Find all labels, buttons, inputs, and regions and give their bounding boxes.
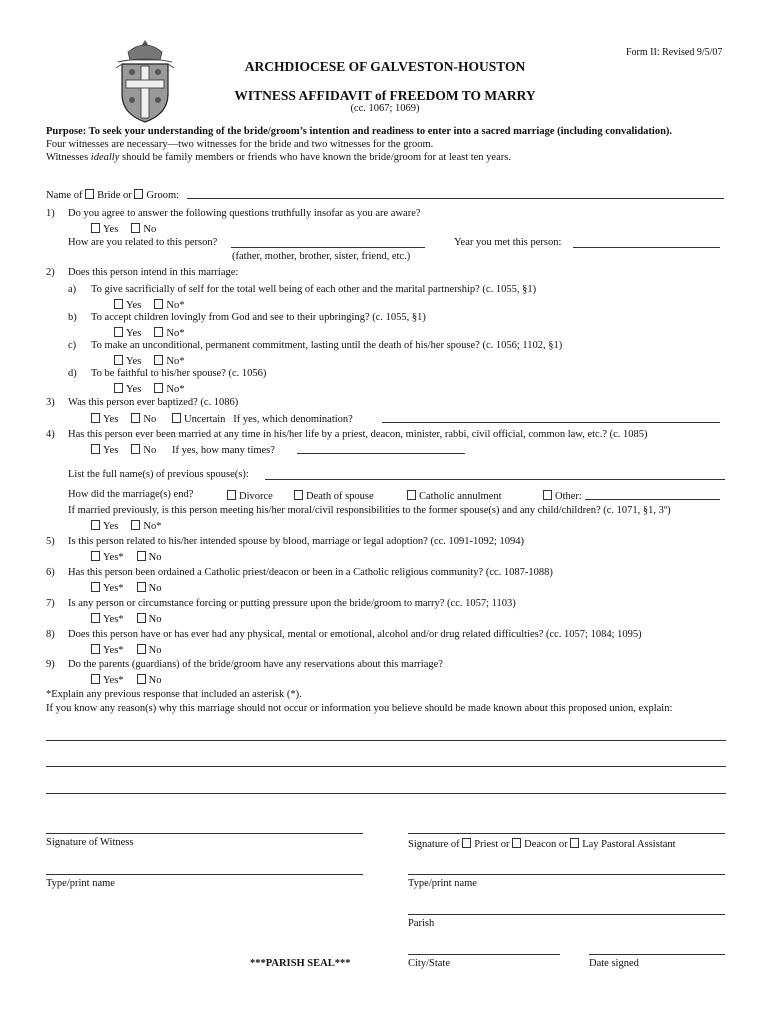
- annulment-checkbox[interactable]: [407, 490, 416, 500]
- q3-uncertain-checkbox[interactable]: [172, 413, 181, 423]
- end-divorce-option: Divorce: [227, 490, 273, 503]
- witness-name-label: Type/print name: [46, 878, 115, 889]
- q3-number: 3): [46, 397, 55, 408]
- q4-number: 4): [46, 429, 55, 440]
- year-met-label: Year you met this person:: [454, 237, 562, 248]
- other-field[interactable]: [585, 499, 720, 500]
- relation-hint: (father, mother, brother, sister, friend, etc.): [232, 251, 411, 262]
- q2a-options: Yes No*: [114, 299, 185, 312]
- q2b-options: Yes No*: [114, 327, 185, 340]
- q2d-options: Yes No*: [114, 383, 185, 396]
- q8-text: Does this person have or has ever had any physical, mental or emotional, alcohol and/or drug related difficulties? (cc. 1057; 1084; 1095): [68, 629, 642, 640]
- responsibilities-options: Yes No*: [91, 520, 162, 533]
- witness-ideal-text: Witnesses ideally should be family members or friends who have known the bride/groom for at least ten years.: [46, 152, 511, 163]
- q9-no-checkbox[interactable]: [137, 674, 146, 684]
- q5-text: Is this person related to his/her intended spouse by blood, marriage or legal adoption? (cc. 1091-1092; 1094): [68, 536, 525, 547]
- q6-number: 6): [46, 567, 55, 578]
- parish-label: Parish: [408, 918, 435, 929]
- org-title: ARCHDIOCESE OF GALVESTON-HOUSTON: [244, 59, 526, 74]
- q2a-number: a): [68, 284, 77, 295]
- q7-text: Is any person or circumstance forcing or putting pressure upon the bride/groom to marry? (cc. 1057; 1103): [68, 598, 516, 609]
- q4-text: Has this person ever been married at any time in his/her life by a priest, deacon, minister, rabbi, civil official, common law, etc.? (c. 1085): [68, 429, 648, 440]
- q4-no-checkbox[interactable]: [131, 444, 140, 454]
- officiant-signature-field[interactable]: [408, 833, 725, 834]
- q5-no-checkbox[interactable]: [137, 551, 146, 561]
- q7-options: Yes* No: [91, 613, 162, 626]
- purpose-text: Purpose: To seek your understanding of the bride/groom’s intention and readiness to enter into a sacred marriage (including convalidation).: [46, 126, 673, 137]
- spouses-label: List the full name(s) of previous spouse(s):: [68, 469, 249, 480]
- q7-yes-checkbox[interactable]: [91, 613, 100, 623]
- q2c-number: c): [68, 340, 77, 351]
- marriage-end-label: How did the marriage(s) end?: [68, 489, 194, 500]
- resp-no-checkbox[interactable]: [131, 520, 140, 530]
- q3-yes-checkbox[interactable]: [91, 413, 100, 423]
- q2d-text: To be faithful to his/her spouse? (c. 1056): [91, 368, 267, 379]
- q2-text: Does this person intend in this marriage:: [68, 267, 239, 278]
- officiant-name-label: Type/print name: [408, 878, 477, 889]
- archdiocese-crest-logo: [110, 34, 180, 124]
- q7-no-checkbox[interactable]: [137, 613, 146, 623]
- explain-line-2[interactable]: [46, 766, 726, 767]
- q6-yes-checkbox[interactable]: [91, 582, 100, 592]
- priest-checkbox[interactable]: [462, 838, 471, 848]
- explain-line-1[interactable]: [46, 740, 726, 741]
- spouses-field[interactable]: [265, 479, 725, 480]
- witness-signature-label: Signature of Witness: [46, 837, 134, 848]
- q2a-no-checkbox[interactable]: [154, 299, 163, 309]
- name-field[interactable]: [187, 198, 724, 199]
- q6-options: Yes* No: [91, 582, 162, 595]
- parish-field[interactable]: [408, 914, 725, 915]
- q5-options: Yes* No: [91, 551, 162, 564]
- q5-yes-checkbox[interactable]: [91, 551, 100, 561]
- relation-label: How are you related to this person?: [68, 237, 218, 248]
- q1-number: 1): [46, 208, 55, 219]
- q1-yes-checkbox[interactable]: [91, 223, 100, 233]
- city-state-label: City/State: [408, 958, 450, 969]
- q2b-yes-checkbox[interactable]: [114, 327, 123, 337]
- death-checkbox[interactable]: [294, 490, 303, 500]
- q2-number: 2): [46, 267, 55, 278]
- q2d-no-checkbox[interactable]: [154, 383, 163, 393]
- q9-number: 9): [46, 659, 55, 670]
- q2c-yes-checkbox[interactable]: [114, 355, 123, 365]
- asterisk-note: *Explain any previous response that included an asterisk (*).: [46, 689, 302, 700]
- witness-count-text: Four witnesses are necessary—two witnesses for the bride and two witnesses for the groom.: [46, 139, 434, 150]
- q2a-text: To give sacrificially of self for the total well being of each other and the marital partnership? (c. 1055, §1): [91, 284, 537, 295]
- q2b-number: b): [68, 312, 77, 323]
- q7-number: 7): [46, 598, 55, 609]
- q4-options: Yes No If yes, how many times?: [91, 444, 275, 457]
- city-state-field[interactable]: [408, 954, 560, 955]
- q1-no-checkbox[interactable]: [131, 223, 140, 233]
- witness-signature-field[interactable]: [46, 833, 363, 834]
- q1-text: Do you agree to answer the following questions truthfully insofar as you are aware?: [68, 208, 421, 219]
- other-checkbox[interactable]: [543, 490, 552, 500]
- resp-yes-checkbox[interactable]: [91, 520, 100, 530]
- canon-reference: (cc. 1067; 1069): [350, 103, 420, 114]
- q2c-text: To make an unconditional, permanent commitment, lasting until the death of his/her spouse? (c. 1056; 1102, §1): [91, 340, 563, 351]
- parish-seal-label: ***PARISH SEAL***: [250, 958, 351, 969]
- form-title: WITNESS AFFIDAVIT of FREEDOM TO MARRY: [234, 88, 536, 103]
- q2d-yes-checkbox[interactable]: [114, 383, 123, 393]
- reasons-prompt: If you know any reason(s) why this marriage should not occur or information you believe should be made known about this proposed union, explain:: [46, 703, 673, 714]
- q8-yes-checkbox[interactable]: [91, 644, 100, 654]
- officiant-name-field[interactable]: [408, 874, 725, 875]
- q8-number: 8): [46, 629, 55, 640]
- q2b-no-checkbox[interactable]: [154, 327, 163, 337]
- q8-options: Yes* No: [91, 644, 162, 657]
- officiant-signature-label: Signature of Priest or Deacon or Lay Pastoral Assistant: [408, 839, 676, 850]
- date-signed-label: Date signed: [589, 958, 639, 969]
- q2a-yes-checkbox[interactable]: [114, 299, 123, 309]
- witness-name-field[interactable]: [46, 874, 363, 875]
- q9-options: Yes* No: [91, 674, 162, 687]
- q6-no-checkbox[interactable]: [137, 582, 146, 592]
- q2c-options: Yes No*: [114, 355, 185, 368]
- q1-options: Yes No: [91, 223, 156, 236]
- form-revision: Form II: Revised 9/5/07: [626, 47, 723, 58]
- times-married-field[interactable]: [297, 453, 465, 454]
- year-met-field[interactable]: [573, 247, 720, 248]
- q3-text: Was this person ever baptized? (c. 1086): [68, 397, 239, 408]
- date-signed-field[interactable]: [589, 954, 725, 955]
- q3-no-checkbox[interactable]: [131, 413, 140, 423]
- divorce-checkbox[interactable]: [227, 490, 236, 500]
- responsibilities-text: If married previously, is this person meeting his/her moral/civil responsibilities to the former spouse(s) and any child/children? (c. 1071, §1, 3º): [68, 505, 671, 516]
- q4-yes-checkbox[interactable]: [91, 444, 100, 454]
- end-death-option: Death of spouse: [294, 490, 374, 503]
- relation-field[interactable]: [231, 247, 425, 248]
- q6-text: Has this person been ordained a Catholic priest/deacon or been in a Catholic religious community? (cc. 1087-1088): [68, 567, 553, 578]
- end-annulment-option: Catholic annulment: [407, 490, 502, 503]
- denomination-field[interactable]: [382, 422, 720, 423]
- q8-no-checkbox[interactable]: [137, 644, 146, 654]
- groom-checkbox[interactable]: [134, 189, 143, 199]
- q9-yes-checkbox[interactable]: [91, 674, 100, 684]
- q2b-text: To accept children lovingly from God and see to their upbringing? (c. 1055, §1): [91, 312, 426, 323]
- deacon-checkbox[interactable]: [512, 838, 521, 848]
- q2d-number: d): [68, 368, 77, 379]
- bride-checkbox[interactable]: [85, 189, 94, 199]
- q9-text: Do the parents (guardians) of the bride/groom have any reservations about this marriage?: [68, 659, 443, 670]
- name-label: Name of Bride or Groom:: [46, 190, 180, 201]
- end-other-option: Other:: [543, 490, 582, 503]
- q5-number: 5): [46, 536, 55, 547]
- q2c-no-checkbox[interactable]: [154, 355, 163, 365]
- q3-options: Yes No Uncertain If yes, which denomination?: [91, 413, 353, 426]
- lay-assistant-checkbox[interactable]: [570, 838, 579, 848]
- explain-line-3[interactable]: [46, 793, 726, 794]
